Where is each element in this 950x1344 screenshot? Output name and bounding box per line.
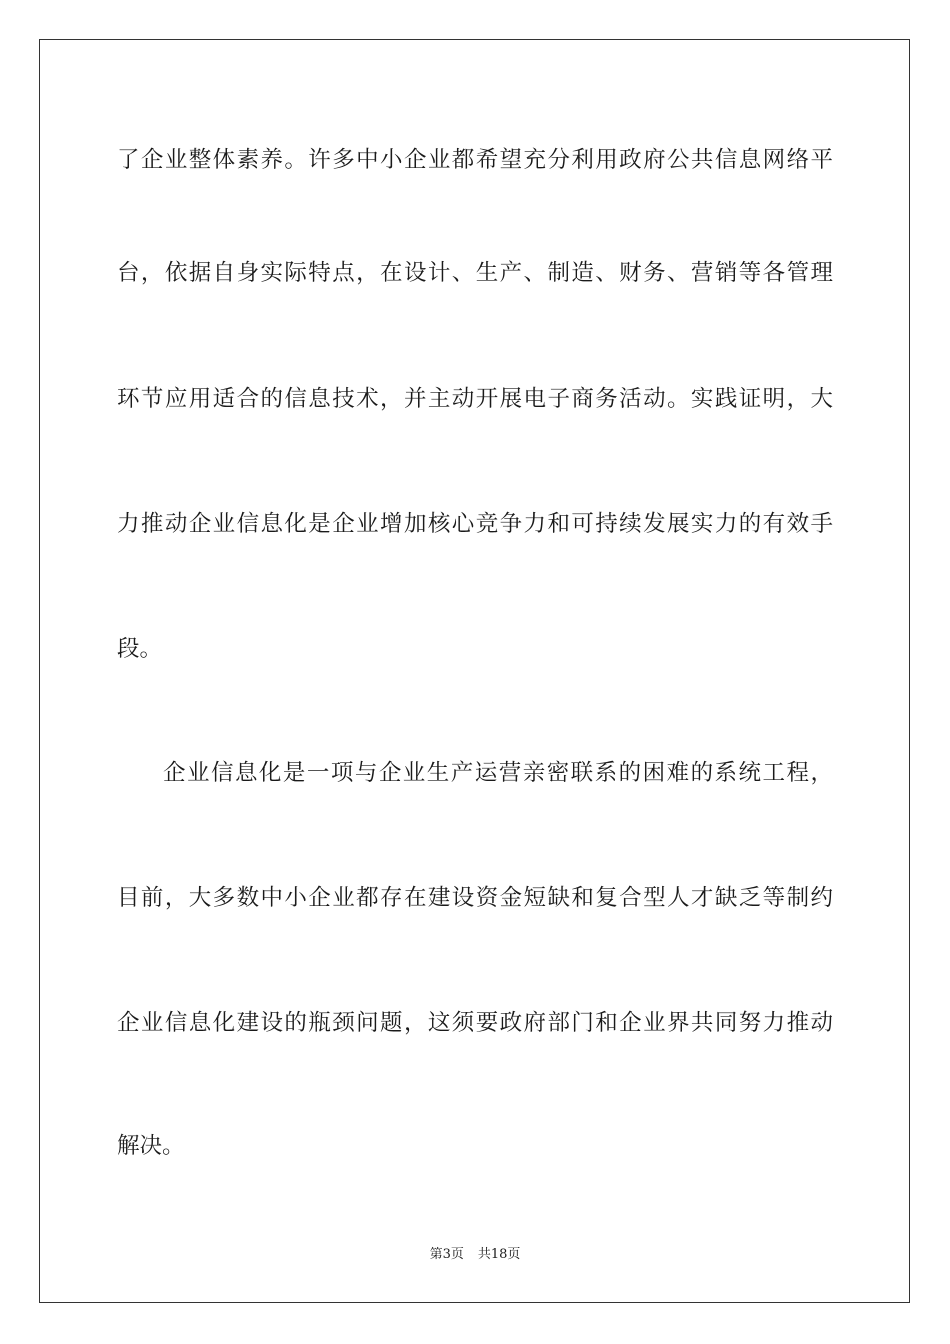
paragraph-1-line-3: 环节应用适合的信息技术，并主动开展电子商务活动。实践证明，大: [117, 386, 833, 412]
paragraph-2-line-2: 目前，大多数中小企业都存在建设资金短缺和复合型人才缺乏等制约: [117, 885, 833, 911]
page-number: 第3页: [429, 1247, 464, 1262]
paragraph-2-line-3: 企业信息化建设的瓶颈问题，这须要政府部门和企业界共同努力推动: [117, 1010, 833, 1036]
paragraph-2-line-4: 解决。: [117, 1133, 185, 1159]
page-border: [39, 39, 910, 1303]
paragraph-2-line-1: 企业信息化是一项与企业生产运营亲密联系的困难的系统工程，: [163, 760, 833, 786]
paragraph-1-line-1: 了企业整体素养。许多中小企业都希望充分利用政府公共信息网络平: [117, 147, 833, 173]
paragraph-1-line-5: 段。: [117, 636, 163, 662]
paragraph-1-line-4: 力推动企业信息化是企业增加核心竞争力和可持续发展实力的有效手: [117, 511, 833, 537]
page-total: 共18页: [477, 1247, 521, 1262]
paragraph-1-line-2: 台，依据自身实际特点，在设计、生产、制造、财务、营销等各管理: [117, 260, 833, 286]
page-footer: [0, 1246, 950, 1264]
